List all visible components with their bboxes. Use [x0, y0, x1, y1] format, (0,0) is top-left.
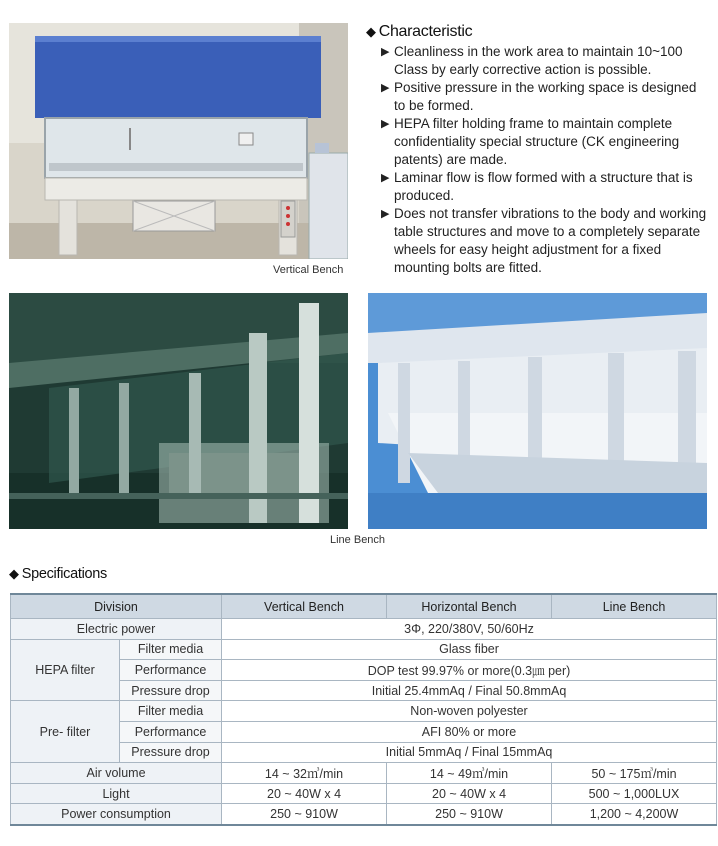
table-row [11, 619, 717, 640]
cell-value: 250 ~ 910W [387, 804, 552, 825]
table-row [11, 701, 717, 722]
column-header: Line Bench [552, 594, 717, 619]
triangle-bullet-icon: ▶ [381, 172, 390, 184]
cell-value: 500 ~ 1,000LUX [552, 783, 717, 804]
line-bench-photo-left [9, 293, 348, 529]
table-row [11, 763, 717, 784]
characteristic-heading: ◆ Characteristic [366, 23, 473, 40]
diamond-icon: ◆ [9, 566, 19, 581]
cell-value: 20 ~ 40W x 4 [222, 783, 387, 804]
cell-value: Initial 25.4mmAq / Final 50.8mmAq [222, 680, 717, 701]
characteristic-list [381, 43, 711, 277]
column-header: Division [11, 594, 222, 619]
list-item: ▶ Positive pressure in the working space is designed to be formed. [381, 80, 697, 113]
list-item: ▶ Laminar flow is flow formed with a structure that is produced. [381, 170, 693, 203]
specifications-table [10, 593, 717, 826]
row-label: Light [11, 783, 222, 804]
triangle-bullet-icon: ▶ [381, 208, 390, 220]
cell-value: Glass fiber [222, 639, 717, 660]
vertical-bench-photo [9, 23, 348, 259]
group-label: Pre- filter [11, 701, 120, 763]
group-label: HEPA filter [11, 639, 120, 701]
cell-value: 50 ~ 175㎥/min [552, 763, 717, 784]
vertical-bench-caption: Vertical Bench [273, 264, 344, 276]
table-row [11, 804, 717, 825]
cell-value: Initial 5mmAq / Final 15mmAq [222, 742, 717, 763]
row-label: Performance [120, 721, 222, 742]
row-label: Performance [120, 660, 222, 681]
cell-value: 250 ~ 910W [222, 804, 387, 825]
row-label: Pressure drop [120, 680, 222, 701]
cell-value: 14 ~ 49㎥/min [387, 763, 552, 784]
diamond-icon: ◆ [366, 24, 376, 39]
triangle-bullet-icon: ▶ [381, 118, 390, 130]
cell-value: 14 ~ 32㎥/min [222, 763, 387, 784]
cell-value: 20 ~ 40W x 4 [387, 783, 552, 804]
row-label: Air volume [11, 763, 222, 784]
cell-value: 3Φ, 220/380V, 50/60Hz [222, 619, 717, 640]
row-label: Filter media [120, 701, 222, 722]
table-row [11, 783, 717, 804]
cell-value: 1,200 ~ 4,200W [552, 804, 717, 825]
list-item: ▶ Cleanliness in the work area to maintain 10~100 Class by early corrective action is possible. [381, 44, 683, 77]
triangle-bullet-icon: ▶ [381, 46, 390, 58]
triangle-bullet-icon: ▶ [381, 82, 390, 94]
row-label: Power consumption [11, 804, 222, 825]
cell-value: DOP test 99.97% or more(0.3㎛ per) [222, 660, 717, 681]
line-bench-photo-right [368, 293, 707, 529]
column-header: Vertical Bench [222, 594, 387, 619]
cell-value: Non-woven polyester [222, 701, 717, 722]
table-header-row [11, 594, 717, 619]
specifications-heading: ◆ Specifications [9, 566, 107, 582]
cell-value: AFI 80% or more [222, 721, 717, 742]
table-row [11, 639, 717, 660]
row-label: Filter media [120, 639, 222, 660]
column-header: Horizontal Bench [387, 594, 552, 619]
row-label: Electric power [11, 619, 222, 640]
line-bench-caption: Line Bench [330, 534, 386, 546]
row-label: Pressure drop [120, 742, 222, 763]
list-item: ▶ Does not transfer vibrations to the body and working table structures and move to a completely separate wheels for easy height adjustment for a fixed mounting bolts are fitted. [381, 206, 707, 275]
list-item: ▶ HEPA filter holding frame to maintain complete confidentiality special structure (CK engineering patents) are made. [381, 116, 680, 167]
